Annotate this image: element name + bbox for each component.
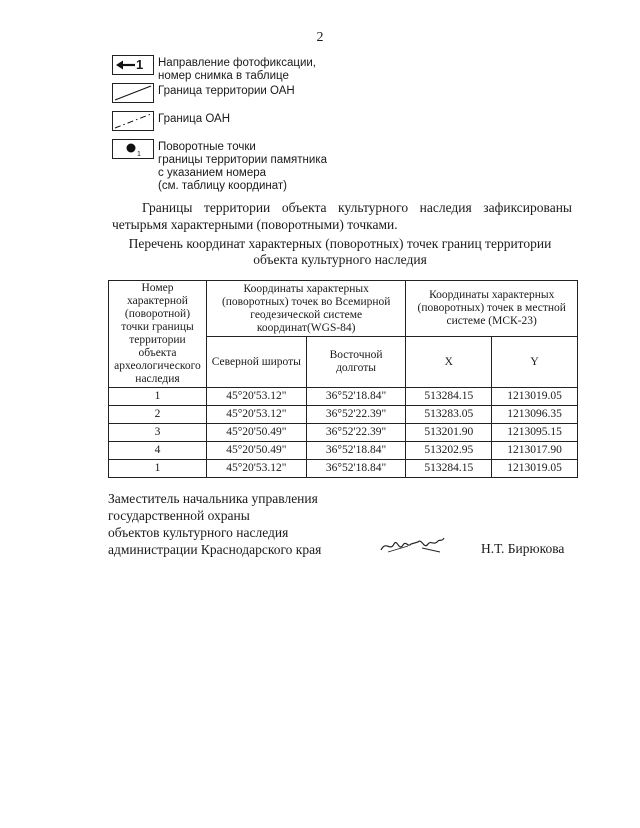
filled-circle-icon <box>113 140 153 158</box>
turning-point-symbol <box>112 139 154 159</box>
col-wgs-header: Координаты характерных (поворотных) точек во Всемирной геодезической системе координат(WGS-84) <box>206 281 405 337</box>
col-x-header: X <box>406 337 492 388</box>
point-number-cell: 4 <box>109 442 207 460</box>
dashed-diagonal-line-icon <box>113 112 153 130</box>
turning-point-number-label: 1 <box>137 151 141 158</box>
col-east-longitude-header: Восточной долготы <box>306 337 406 388</box>
position-line2: государственной охраны <box>108 508 250 523</box>
legend-oan-boundary <box>112 111 372 139</box>
latitude-cell: 45°20'53.12" <box>206 388 306 406</box>
position-line4: администрации Краснодарского края <box>108 542 322 557</box>
turning-points-text-line2: границы территории памятника <box>158 154 328 166</box>
list-title-line1: Перечень координат характерных (поворотных) точек границ территории <box>128 236 552 251</box>
solid-diagonal-line-icon <box>113 84 153 102</box>
position-line1: Заместитель начальника управления <box>108 491 318 506</box>
coordinates-list-title <box>100 236 580 268</box>
photo-direction-symbol <box>112 55 154 75</box>
list-title-line2: объекта культурного наследия <box>253 252 427 267</box>
longitude-cell: 36°52'18.84" <box>306 388 406 406</box>
turning-points-text-line3: с указанием номера <box>158 167 267 179</box>
page-number: 2 <box>316 30 324 45</box>
territory-boundary-symbol <box>112 83 154 103</box>
longitude-cell: 36°52'22.39" <box>306 424 406 442</box>
latitude-cell: 45°20'50.49" <box>206 424 306 442</box>
col-point-number-header: Номер характерной (поворотной) точки границы территории объекта археологического наследия <box>109 281 207 388</box>
signer-name: Н.Т. Бирюкова <box>481 541 565 556</box>
oan-boundary-text: Граница ОАН <box>158 113 230 125</box>
x-cell: 513284.15 <box>406 388 492 406</box>
photo-direction-text-line2: номер снимка в таблице <box>158 70 289 82</box>
table-row <box>109 460 578 478</box>
latitude-cell: 45°20'50.49" <box>206 442 306 460</box>
territory-boundary-text: Граница территории ОАН <box>158 85 295 97</box>
photo-direction-text-line1: Направление фотофиксации, <box>158 57 316 69</box>
arrow-left-icon <box>113 56 153 74</box>
x-cell: 513284.15 <box>406 460 492 478</box>
boundary-description-paragraph: Границы территории объекта культурного наследия зафиксированы четырьмя характерными (поворотными) точками. <box>112 200 572 232</box>
turning-points-text-line1: Поворотные точки <box>158 141 256 153</box>
position-line3: объектов культурного наследия <box>108 525 289 540</box>
coordinates-table <box>108 280 578 478</box>
turning-points-text-line4: (см. таблицу координат) <box>158 180 287 192</box>
point-number-cell: 1 <box>109 388 207 406</box>
table-row <box>109 442 578 460</box>
longitude-cell: 36°52'22.39" <box>306 406 406 424</box>
table-row <box>109 388 578 406</box>
oan-boundary-symbol <box>112 111 154 131</box>
y-cell: 1213096.35 <box>492 406 578 424</box>
table-row <box>109 424 578 442</box>
signatory-position <box>108 490 368 558</box>
point-number-cell: 1 <box>109 460 207 478</box>
table-row <box>109 406 578 424</box>
longitude-cell: 36°52'18.84" <box>306 460 406 478</box>
handwritten-signature <box>378 532 448 558</box>
legend-territory-boundary <box>112 83 372 111</box>
col-north-latitude-header: Северной широты <box>206 337 306 388</box>
col-y-header: Y <box>492 337 578 388</box>
y-cell: 1213095.15 <box>492 424 578 442</box>
x-cell: 513201.90 <box>406 424 492 442</box>
y-cell: 1213019.05 <box>492 388 578 406</box>
latitude-cell: 45°20'53.12" <box>206 460 306 478</box>
y-cell: 1213017.90 <box>492 442 578 460</box>
photo-number-label: 1 <box>136 57 144 72</box>
point-number-cell: 3 <box>109 424 207 442</box>
latitude-cell: 45°20'53.12" <box>206 406 306 424</box>
legend-photo-direction <box>112 55 372 83</box>
col-msk-header: Координаты характерных (поворотных) точек в местной системе (МСК-23) <box>406 281 578 337</box>
legend-turning-points <box>112 139 372 199</box>
longitude-cell: 36°52'18.84" <box>306 442 406 460</box>
x-cell: 513202.95 <box>406 442 492 460</box>
map-legend <box>112 55 372 199</box>
table-header-row <box>109 281 578 337</box>
y-cell: 1213019.05 <box>492 460 578 478</box>
point-number-cell: 2 <box>109 406 207 424</box>
x-cell: 513283.05 <box>406 406 492 424</box>
